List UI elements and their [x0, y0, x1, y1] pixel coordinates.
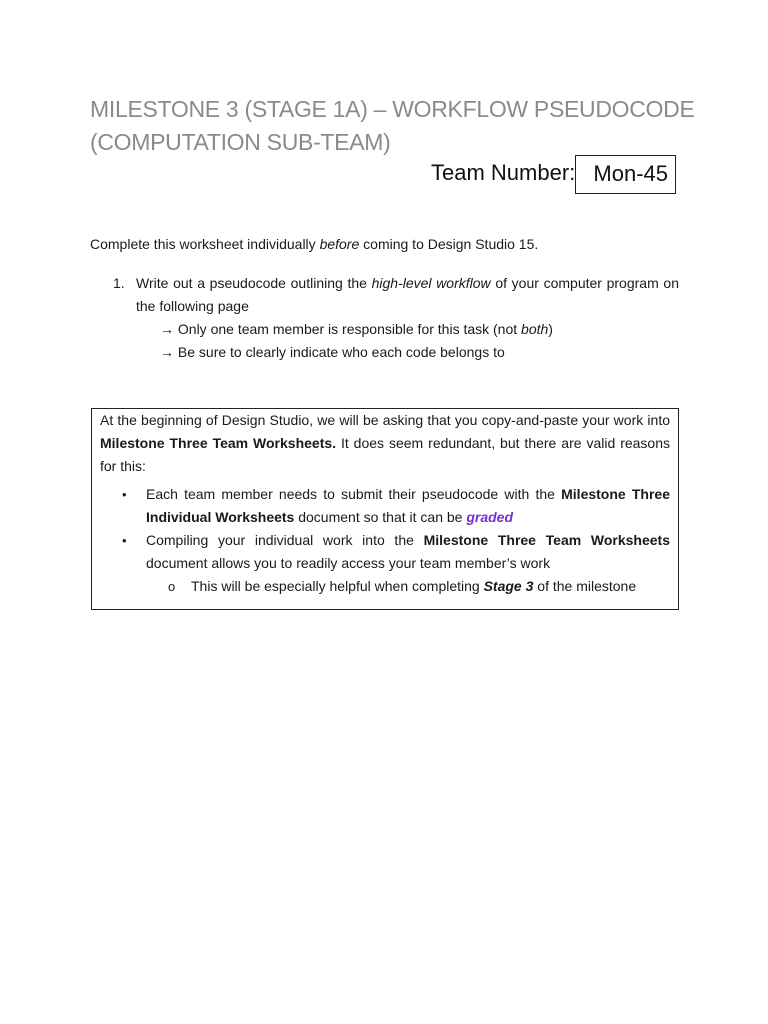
- intro-instruction: [90, 233, 538, 256]
- b1-text-2: document so that it can be: [294, 509, 467, 525]
- team-number-field: Mon-45: [575, 155, 676, 194]
- sub-instruction-2: [160, 341, 505, 364]
- note-bold: Milestone Three Team Worksheets.: [100, 435, 337, 451]
- sub1-emphasis: both: [521, 321, 549, 337]
- item-text: [136, 272, 679, 318]
- sub-bullet-bold: Stage 3: [483, 578, 534, 594]
- sub-bullet-text-1: This will be especially helpful when completing: [191, 578, 484, 594]
- graded-highlight: graded: [466, 509, 514, 525]
- arrow-right-icon: →: [160, 321, 174, 337]
- b2-text-2: document allows you to readily access your team member’s work: [146, 555, 551, 571]
- intro-emphasis: before: [319, 236, 360, 252]
- item-number: 1.: [113, 275, 125, 291]
- intro-text-2: coming to Design Studio 15.: [359, 236, 539, 252]
- note-text-1: At the beginning of Design Studio, we will be asking that you copy-and-paste your work into: [100, 412, 670, 428]
- item-text-2: of your computer program on the following page: [136, 275, 679, 314]
- bullet-icon: •: [122, 487, 127, 502]
- sub-bullet-text-2: of the milestone: [533, 578, 637, 594]
- arrow-right-icon: →: [160, 344, 174, 360]
- sub2-text: Be sure to clearly indicate who each code belongs to: [174, 344, 505, 360]
- b2-bold: Milestone Three Team Worksheets: [423, 532, 670, 548]
- item-emphasis: high-level workflow: [371, 275, 491, 291]
- b2-text-1: Compiling your individual work into the: [146, 532, 424, 548]
- title-line-1: MILESTONE 3 (STAGE 1A) – WORKFLOW PSEUDOCODE: [90, 96, 695, 122]
- item-text-1: Write out a pseudocode outlining the: [136, 275, 372, 291]
- note-paragraph: [100, 409, 670, 478]
- team-number-label: Team Number:: [431, 160, 576, 185]
- title-line-2: (COMPUTATION SUB-TEAM): [90, 129, 391, 155]
- bullet-1-text: [146, 483, 670, 529]
- sub-instruction-1: [160, 318, 553, 341]
- note-sub-bullet: [168, 575, 636, 598]
- sub1-text-2: ): [548, 321, 553, 337]
- bullet-2-text: [146, 529, 670, 575]
- intro-text-1: Complete this worksheet individually: [90, 236, 320, 252]
- sub1-text-1: Only one team member is responsible for this task (not: [174, 321, 522, 337]
- bullet-icon: •: [122, 533, 127, 548]
- circle-bullet-icon: o: [168, 579, 176, 594]
- b1-bold: Milestone Three Individual Worksheets: [146, 486, 670, 525]
- note-box: [91, 408, 679, 610]
- page-title: [90, 93, 695, 159]
- b1-text-1: Each team member needs to submit their pseudocode with the: [146, 486, 562, 502]
- note-text-2: It does seem redundant, but there are valid reasons for this:: [100, 435, 670, 474]
